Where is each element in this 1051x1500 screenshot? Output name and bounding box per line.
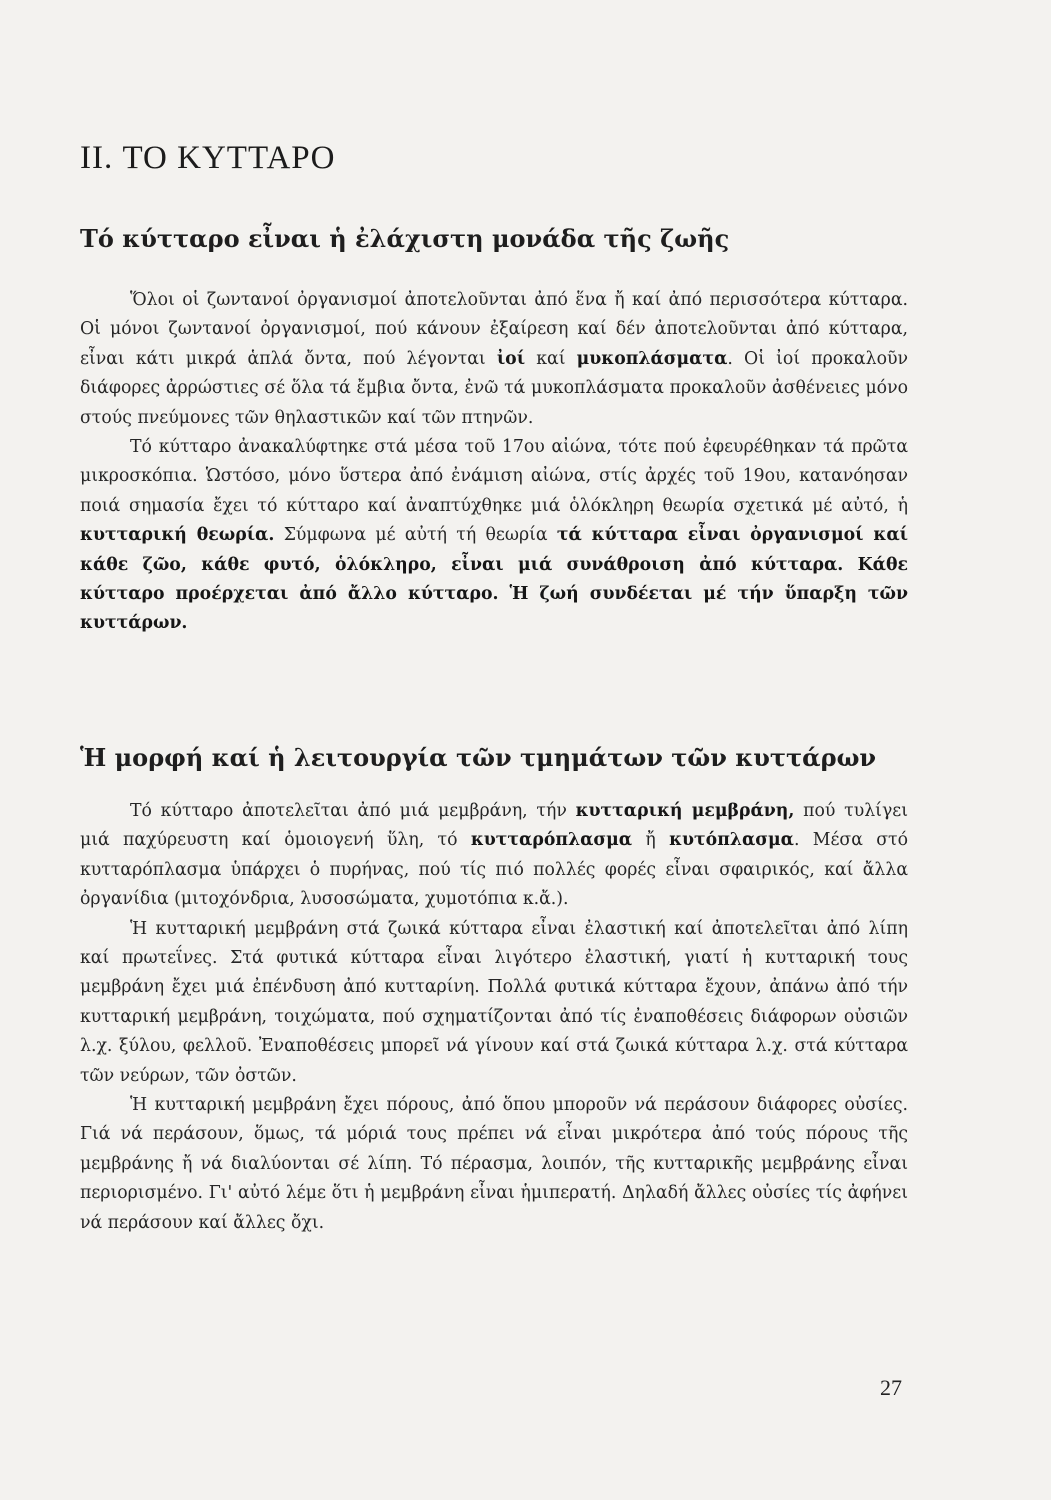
text-run: . Μέσα στό κυτταρόπλασμα ὑπάρχει ὁ πυρήνας, πού τίς πιό πολλές φορές εἶναι σφαιρικός, καί ἄλλα ὀργανίδια (μιτοχόνδρια, λυσοσώματα, χυμοτόπια κ.ἄ.). bbox=[80, 830, 908, 910]
section-title-cell-unit: Τό κύτταρο εἶναι ἡ ἐλάχιστη μονάδα τῆς ζωῆς bbox=[80, 224, 730, 253]
text-run: Τό κύτταρο ἀνακαλύφτηκε στά μέσα τοῦ 17ου αἰώνα, τότε πού ἐφευρέθηκαν τά πρῶτα μικροσκόπια. Ὡστόσο, μόνο ὕστερα ἀπό ἐνάμιση αἰώνα, στίς ἀρχές τοῦ 19ου, κατανόησαν ποιά σημασία ἔχει τό κύτταρο καί ἀναπτύχθηκε μιά ὁλόκληρη θεωρία σχετικά μέ αὐτό, ἡ bbox=[80, 437, 908, 516]
text-run: Τό κύτταρο ἀποτελεῖται ἀπό μιά μεμβράνη, τήν bbox=[130, 801, 576, 821]
section-body-cell-unit bbox=[80, 286, 908, 639]
bold-term: κυτόπλασμα bbox=[669, 830, 794, 851]
chapter-title: II. ΤΟ ΚΥΤΤΑΡΟ bbox=[80, 140, 336, 176]
bold-term: ἰοί bbox=[496, 348, 526, 369]
text-run: καί bbox=[525, 348, 577, 369]
bold-term: κυτταρική μεμβράνη, bbox=[575, 801, 795, 821]
text-run: Σύμφωνα μέ αὐτή τή θεωρία bbox=[274, 525, 557, 546]
text-run: . Οἱ ἰοί προκαλοῦν διάφορες ἀρρώστιες σέ ὅλα τά ἔμβια ὄντα, ἐνῶ τά μυκοπλάσματα προκαλοῦν ἀσθένειες μόνο στούς πνεύμονες τῶν θηλαστικῶν καί τῶν πτηνῶν. bbox=[80, 348, 908, 428]
bold-term: μυκοπλάσματα bbox=[576, 348, 728, 369]
paragraph: Ἡ κυτταρική μεμβράνη ἔχει πόρους, ἀπό ὅπου μποροῦν νά περάσουν διάφορες οὐσίες. Γιά νά περάσουν, ὅμως, τά μόριά τους πρέπει νά εἶναι μικρότερα ἀπό τούς πόρους τῆς μεμβράνης ἤ νά διαλύονται σέ λίπη. Τό πέρασμα, λοιπόν, τῆς κυτταρικῆς μεμβράνης εἶναι περιορισμένο. Γι' αὐτό λέμε ὅτι ἡ μεμβράνη εἶναι ἡμιπερατή. Δηλαδή ἄλλες οὐσίες τίς ἀφήνει νά περάσουν καί ἄλλες ὄχι. bbox=[80, 1095, 908, 1233]
text-run: ἤ bbox=[632, 830, 670, 851]
section-title-cell-parts: Ἡ μορφή καί ἡ λειτουργία τῶν τμημάτων τῶν κυττάρων bbox=[80, 743, 877, 772]
bold-term: κυτταρόπλασμα bbox=[470, 830, 633, 851]
section-body-cell-parts bbox=[80, 797, 908, 1238]
bold-term: κυτταρική θεωρία. bbox=[80, 525, 275, 546]
paragraph bbox=[80, 286, 908, 433]
paragraph bbox=[80, 433, 908, 639]
paragraph: Ἡ κυτταρική μεμβράνη στά ζωικά κύτταρα εἶναι ἐλαστική καί ἀποτελεῖται ἀπό λίπη καί πρωτεΐνες. Στά φυτικά κύτταρα εἶναι λιγότερο ἐλαστική, γιατί ἡ κυτταρική τους μεμβράνη ἔχει μιά ἐπένδυση ἀπό κυτταρίνη. Πολλά φυτικά κύτταρα ἔχουν, ἀπάνω ἀπό τήν κυτταρική μεμβράνη, τοιχώματα, πού σχηματίζονται ἀπό τίς ἐναποθέσεις διάφορων οὐσιῶν λ.χ. ξύλου, φελλοῦ. Ἐναποθέσεις μπορεῖ νά γίνουν καί στά ζωικά κύτταρα λ.χ. στά κύτταρα τῶν νεύρων, τῶν ὀστῶν. bbox=[80, 918, 908, 1086]
bold-passage: τά κύτταρα εἶναι ὀργανισμοί καί κάθε ζῶο, κάθε φυτό, ὁλόκληρο, εἶναι μιά συνάθροιση ἀπό κύτταρα. Κάθε κύτταρο προέρχεται ἀπό ἄλλο κύτταρο. Ἡ ζωή συνδέεται μέ τήν ὕπαρξη τῶν κυττάρων. bbox=[80, 525, 908, 634]
text-run: Ὅλοι οἱ ζωντανοί ὀργανισμοί ἀποτελοῦνται ἀπό ἕνα ἤ καί ἀπό περισσότερα κύτταρα. Οἱ μόνοι ζωντανοί ὀργανισμοί, πού κάνουν ἐξαίρεση καί δέν ἀποτελοῦνται ἀπό κύτταρα, εἶναι κάτι μικρά ἁπλά ὄντα, πού λέγονται bbox=[80, 290, 908, 369]
paragraph bbox=[80, 797, 908, 915]
text-run: πού τυλίγει μιά παχύρευστη καί ὁμοιογενή ὕλη, τό bbox=[80, 801, 909, 851]
page-number: 27 bbox=[880, 1375, 902, 1400]
